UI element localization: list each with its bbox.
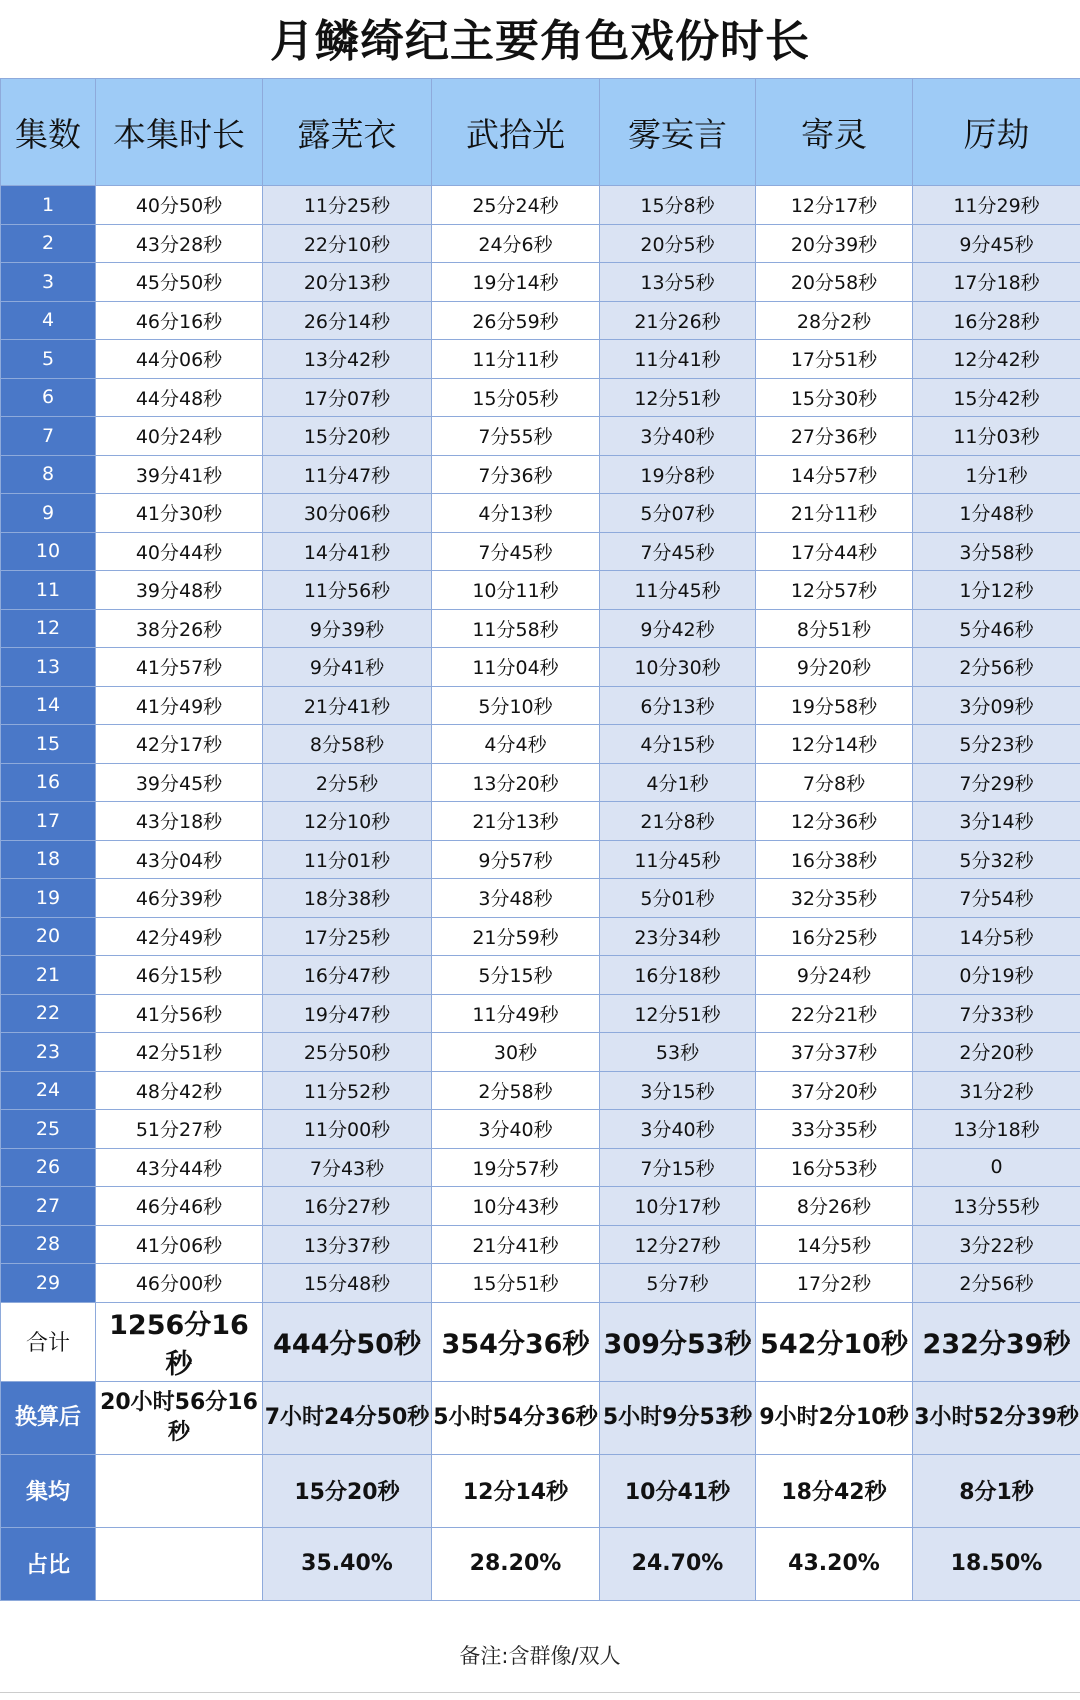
duration-cell: 7分8秒 — [756, 763, 913, 802]
role-screen-time-table — [0, 78, 1080, 1601]
duration-cell: 44分48秒 — [96, 378, 263, 417]
duration-cell: 9分39秒 — [263, 609, 432, 648]
table-row — [1, 186, 1080, 225]
duration-cell: 41分49秒 — [96, 686, 263, 725]
duration-cell: 12分27秒 — [600, 1225, 756, 1264]
duration-cell: 11分47秒 — [263, 455, 432, 494]
table-row — [1, 224, 1080, 263]
episode-number-cell: 1 — [1, 186, 96, 225]
duration-cell: 7分54秒 — [913, 879, 1080, 918]
duration-cell: 37分20秒 — [756, 1071, 913, 1110]
header-row — [1, 79, 1080, 186]
duration-cell: 3分48秒 — [432, 879, 600, 918]
episode-number-cell: 9 — [1, 494, 96, 533]
duration-cell: 19分14秒 — [432, 263, 600, 302]
duration-cell: 37分37秒 — [756, 1033, 913, 1072]
duration-cell: 10分11秒 — [432, 571, 600, 610]
duration-cell: 19分8秒 — [600, 455, 756, 494]
duration-cell: 11分00秒 — [263, 1110, 432, 1149]
table-row — [1, 879, 1080, 918]
converted-row-label: 换算后 — [1, 1381, 96, 1454]
duration-cell: 43分28秒 — [96, 224, 263, 263]
episode-number-cell: 2 — [1, 224, 96, 263]
duration-cell: 17分51秒 — [756, 340, 913, 379]
header-wu-wangyan: 雾妄言 — [600, 79, 756, 186]
duration-cell: 17分25秒 — [263, 917, 432, 956]
duration-cell: 16分18秒 — [600, 956, 756, 995]
duration-cell: 26分14秒 — [263, 301, 432, 340]
duration-cell: 3分09秒 — [913, 686, 1080, 725]
duration-cell: 39分41秒 — [96, 455, 263, 494]
duration-cell: 16分25秒 — [756, 917, 913, 956]
duration-cell: 14分57秒 — [756, 455, 913, 494]
duration-cell: 40分44秒 — [96, 532, 263, 571]
duration-cell: 20分5秒 — [600, 224, 756, 263]
duration-cell: 10分30秒 — [600, 648, 756, 687]
duration-cell: 12分51秒 — [600, 994, 756, 1033]
duration-cell: 19分58秒 — [756, 686, 913, 725]
duration-cell: 9分41秒 — [263, 648, 432, 687]
duration-cell: 0分19秒 — [913, 956, 1080, 995]
ratio-row-value: 18.50% — [913, 1527, 1080, 1600]
table-row — [1, 1071, 1080, 1110]
episode-number-cell: 14 — [1, 686, 96, 725]
duration-cell: 21分59秒 — [432, 917, 600, 956]
divider — [0, 1692, 1080, 1693]
duration-cell: 12分17秒 — [756, 186, 913, 225]
duration-cell: 1分12秒 — [913, 571, 1080, 610]
duration-cell: 25分24秒 — [432, 186, 600, 225]
duration-cell: 2分56秒 — [913, 648, 1080, 687]
duration-cell: 19分57秒 — [432, 1148, 600, 1187]
duration-cell: 41分56秒 — [96, 994, 263, 1033]
duration-cell: 20分13秒 — [263, 263, 432, 302]
duration-cell: 21分41秒 — [432, 1225, 600, 1264]
table-row — [1, 1110, 1080, 1149]
duration-cell: 43分44秒 — [96, 1148, 263, 1187]
duration-cell: 13分55秒 — [913, 1187, 1080, 1226]
duration-cell: 11分45秒 — [600, 571, 756, 610]
table-row — [1, 263, 1080, 302]
ratio-row-value: 24.70% — [600, 1527, 756, 1600]
duration-cell: 32分35秒 — [756, 879, 913, 918]
table-row — [1, 763, 1080, 802]
average-row-value: 8分1秒 — [913, 1454, 1080, 1527]
duration-cell: 13分20秒 — [432, 763, 600, 802]
converted-row-value: 5小时9分53秒 — [600, 1381, 756, 1454]
duration-cell: 8分58秒 — [263, 725, 432, 764]
duration-cell: 4分15秒 — [600, 725, 756, 764]
duration-cell: 9分24秒 — [756, 956, 913, 995]
duration-cell: 14分41秒 — [263, 532, 432, 571]
episode-number-cell: 21 — [1, 956, 96, 995]
episode-number-cell: 16 — [1, 763, 96, 802]
duration-cell: 27分36秒 — [756, 417, 913, 456]
table-row — [1, 417, 1080, 456]
duration-cell: 40分24秒 — [96, 417, 263, 456]
converted-row-value: 20小时56分16秒 — [96, 1381, 263, 1454]
duration-cell: 19分47秒 — [263, 994, 432, 1033]
duration-cell: 15分20秒 — [263, 417, 432, 456]
duration-cell: 3分40秒 — [432, 1110, 600, 1149]
converted-row-value: 7小时24分50秒 — [263, 1381, 432, 1454]
duration-cell: 11分52秒 — [263, 1071, 432, 1110]
duration-cell: 13分18秒 — [913, 1110, 1080, 1149]
episode-number-cell: 22 — [1, 994, 96, 1033]
table-row — [1, 378, 1080, 417]
table-row — [1, 1033, 1080, 1072]
duration-cell: 2分20秒 — [913, 1033, 1080, 1072]
total-row-value: 354分36秒 — [432, 1302, 600, 1381]
duration-cell: 5分10秒 — [432, 686, 600, 725]
duration-cell: 3分15秒 — [600, 1071, 756, 1110]
total-row-value: 232分39秒 — [913, 1302, 1080, 1381]
duration-cell: 21分26秒 — [600, 301, 756, 340]
duration-cell: 12分10秒 — [263, 802, 432, 841]
page-title: 月鳞绮纪主要角色戏份时长 — [270, 16, 810, 67]
episode-number-cell: 10 — [1, 532, 96, 571]
table-row — [1, 648, 1080, 687]
duration-cell: 46分39秒 — [96, 879, 263, 918]
duration-cell: 16分53秒 — [756, 1148, 913, 1187]
duration-cell: 42分17秒 — [96, 725, 263, 764]
duration-cell: 39分45秒 — [96, 763, 263, 802]
duration-cell: 5分15秒 — [432, 956, 600, 995]
average-row-label: 集均 — [1, 1454, 96, 1527]
header-lu-wuyi: 露芜衣 — [263, 79, 432, 186]
duration-cell: 26分59秒 — [432, 301, 600, 340]
duration-cell: 21分41秒 — [263, 686, 432, 725]
duration-cell: 5分32秒 — [913, 840, 1080, 879]
duration-cell: 16分28秒 — [913, 301, 1080, 340]
duration-cell: 22分21秒 — [756, 994, 913, 1033]
total-row — [1, 1302, 1080, 1381]
table-row — [1, 956, 1080, 995]
duration-cell: 42分51秒 — [96, 1033, 263, 1072]
duration-cell: 11分56秒 — [263, 571, 432, 610]
episode-number-cell: 20 — [1, 917, 96, 956]
ratio-row-value: 28.20% — [432, 1527, 600, 1600]
duration-cell: 13分37秒 — [263, 1225, 432, 1264]
duration-cell: 11分04秒 — [432, 648, 600, 687]
duration-cell: 14分5秒 — [756, 1225, 913, 1264]
episode-number-cell: 6 — [1, 378, 96, 417]
table-row — [1, 532, 1080, 571]
duration-cell: 0 — [913, 1148, 1080, 1187]
duration-cell: 15分48秒 — [263, 1264, 432, 1303]
duration-cell: 2分56秒 — [913, 1264, 1080, 1303]
duration-cell: 40分50秒 — [96, 186, 263, 225]
duration-cell: 28分2秒 — [756, 301, 913, 340]
duration-cell: 11分41秒 — [600, 340, 756, 379]
table-row — [1, 494, 1080, 533]
total-row-label: 合计 — [1, 1302, 96, 1381]
header-li-jie: 厉劫 — [913, 79, 1080, 186]
duration-cell: 5分23秒 — [913, 725, 1080, 764]
duration-cell: 12分51秒 — [600, 378, 756, 417]
duration-cell: 1分1秒 — [913, 455, 1080, 494]
episode-number-cell: 12 — [1, 609, 96, 648]
duration-cell: 21分13秒 — [432, 802, 600, 841]
duration-cell: 44分06秒 — [96, 340, 263, 379]
duration-cell: 15分8秒 — [600, 186, 756, 225]
duration-cell: 41分57秒 — [96, 648, 263, 687]
duration-cell: 15分05秒 — [432, 378, 600, 417]
duration-cell: 11分58秒 — [432, 609, 600, 648]
duration-cell: 7分43秒 — [263, 1148, 432, 1187]
episode-number-cell: 18 — [1, 840, 96, 879]
duration-cell: 43分18秒 — [96, 802, 263, 841]
average-row-value: 15分20秒 — [263, 1454, 432, 1527]
duration-cell: 53秒 — [600, 1033, 756, 1072]
duration-cell: 1分48秒 — [913, 494, 1080, 533]
duration-cell: 7分45秒 — [600, 532, 756, 571]
duration-cell: 2分58秒 — [432, 1071, 600, 1110]
duration-cell: 43分04秒 — [96, 840, 263, 879]
duration-cell: 25分50秒 — [263, 1033, 432, 1072]
duration-cell: 3分58秒 — [913, 532, 1080, 571]
duration-cell: 3分22秒 — [913, 1225, 1080, 1264]
episode-number-cell: 11 — [1, 571, 96, 610]
ratio-row-value: 43.20% — [756, 1527, 913, 1600]
duration-cell: 41分06秒 — [96, 1225, 263, 1264]
header-episode-length: 本集时长 — [96, 79, 263, 186]
average-row-value: 18分42秒 — [756, 1454, 913, 1527]
duration-cell: 31分2秒 — [913, 1071, 1080, 1110]
total-row-value: 444分50秒 — [263, 1302, 432, 1381]
ratio-row-value: 35.40% — [263, 1527, 432, 1600]
table-row — [1, 301, 1080, 340]
duration-cell: 11分11秒 — [432, 340, 600, 379]
episode-number-cell: 19 — [1, 879, 96, 918]
duration-cell: 12分57秒 — [756, 571, 913, 610]
average-row-value: 12分14秒 — [432, 1454, 600, 1527]
duration-cell: 22分10秒 — [263, 224, 432, 263]
duration-cell: 13分5秒 — [600, 263, 756, 302]
table-row — [1, 1187, 1080, 1226]
duration-cell: 7分55秒 — [432, 417, 600, 456]
duration-cell: 4分4秒 — [432, 725, 600, 764]
table-row — [1, 1264, 1080, 1303]
table-row — [1, 917, 1080, 956]
duration-cell: 3分40秒 — [600, 417, 756, 456]
duration-cell: 17分2秒 — [756, 1264, 913, 1303]
duration-cell: 16分38秒 — [756, 840, 913, 879]
ratio-row-label: 占比 — [1, 1527, 96, 1600]
duration-cell: 17分18秒 — [913, 263, 1080, 302]
duration-cell: 4分13秒 — [432, 494, 600, 533]
table-row — [1, 340, 1080, 379]
header-wu-shiguang: 武拾光 — [432, 79, 600, 186]
converted-row — [1, 1381, 1080, 1454]
duration-cell: 20分39秒 — [756, 224, 913, 263]
duration-cell: 46分46秒 — [96, 1187, 263, 1226]
duration-cell: 7分45秒 — [432, 532, 600, 571]
duration-cell: 5分46秒 — [913, 609, 1080, 648]
duration-cell: 38分26秒 — [96, 609, 263, 648]
duration-cell: 21分8秒 — [600, 802, 756, 841]
duration-cell: 9分42秒 — [600, 609, 756, 648]
episode-number-cell: 3 — [1, 263, 96, 302]
table-row — [1, 609, 1080, 648]
table-row — [1, 455, 1080, 494]
duration-cell: 21分11秒 — [756, 494, 913, 533]
duration-cell: 30秒 — [432, 1033, 600, 1072]
duration-cell: 3分14秒 — [913, 802, 1080, 841]
table-row — [1, 840, 1080, 879]
duration-cell: 10分43秒 — [432, 1187, 600, 1226]
duration-cell: 24分6秒 — [432, 224, 600, 263]
duration-cell: 7分36秒 — [432, 455, 600, 494]
duration-cell: 16分47秒 — [263, 956, 432, 995]
duration-cell: 8分51秒 — [756, 609, 913, 648]
episode-number-cell: 28 — [1, 1225, 96, 1264]
duration-cell: 11分45秒 — [600, 840, 756, 879]
duration-cell: 10分17秒 — [600, 1187, 756, 1226]
duration-cell: 18分38秒 — [263, 879, 432, 918]
episode-number-cell: 26 — [1, 1148, 96, 1187]
duration-cell: 15分51秒 — [432, 1264, 600, 1303]
duration-cell: 17分44秒 — [756, 532, 913, 571]
ratio-row — [1, 1527, 1080, 1600]
duration-cell: 12分36秒 — [756, 802, 913, 841]
episode-number-cell: 8 — [1, 455, 96, 494]
table-row — [1, 725, 1080, 764]
duration-cell: 7分33秒 — [913, 994, 1080, 1033]
episode-number-cell: 17 — [1, 802, 96, 841]
duration-cell: 46分00秒 — [96, 1264, 263, 1303]
episode-number-cell: 15 — [1, 725, 96, 764]
duration-cell: 15分30秒 — [756, 378, 913, 417]
duration-cell: 46分16秒 — [96, 301, 263, 340]
total-row-value: 542分10秒 — [756, 1302, 913, 1381]
average-row — [1, 1454, 1080, 1527]
duration-cell: 14分5秒 — [913, 917, 1080, 956]
table-row — [1, 802, 1080, 841]
episode-number-cell: 25 — [1, 1110, 96, 1149]
total-row-value: 309分53秒 — [600, 1302, 756, 1381]
episode-number-cell: 13 — [1, 648, 96, 687]
duration-cell: 4分1秒 — [600, 763, 756, 802]
episode-number-cell: 23 — [1, 1033, 96, 1072]
duration-cell: 39分48秒 — [96, 571, 263, 610]
footnote: 备注:含群像/双人 — [459, 1644, 621, 1668]
average-row-value: 10分41秒 — [600, 1454, 756, 1527]
duration-cell: 48分42秒 — [96, 1071, 263, 1110]
episode-number-cell: 24 — [1, 1071, 96, 1110]
duration-cell: 8分26秒 — [756, 1187, 913, 1226]
converted-row-value: 5小时54分36秒 — [432, 1381, 600, 1454]
duration-cell: 9分45秒 — [913, 224, 1080, 263]
table-row — [1, 994, 1080, 1033]
duration-cell: 15分42秒 — [913, 378, 1080, 417]
episode-number-cell: 27 — [1, 1187, 96, 1226]
table-row — [1, 571, 1080, 610]
table-row — [1, 1225, 1080, 1264]
duration-cell: 45分50秒 — [96, 263, 263, 302]
duration-cell: 3分40秒 — [600, 1110, 756, 1149]
duration-cell: 42分49秒 — [96, 917, 263, 956]
duration-cell: 2分5秒 — [263, 763, 432, 802]
duration-cell: 5分01秒 — [600, 879, 756, 918]
duration-cell: 30分06秒 — [263, 494, 432, 533]
duration-cell: 13分42秒 — [263, 340, 432, 379]
duration-cell: 6分13秒 — [600, 686, 756, 725]
episode-number-cell: 29 — [1, 1264, 96, 1303]
duration-cell: 20分58秒 — [756, 263, 913, 302]
episode-number-cell: 5 — [1, 340, 96, 379]
duration-cell: 9分57秒 — [432, 840, 600, 879]
table-row — [1, 1148, 1080, 1187]
duration-cell: 51分27秒 — [96, 1110, 263, 1149]
duration-cell: 11分29秒 — [913, 186, 1080, 225]
duration-cell: 16分27秒 — [263, 1187, 432, 1226]
duration-cell: 33分35秒 — [756, 1110, 913, 1149]
duration-cell: 5分7秒 — [600, 1264, 756, 1303]
duration-cell: 7分15秒 — [600, 1148, 756, 1187]
table-row — [1, 686, 1080, 725]
ratio-row-value — [96, 1527, 263, 1600]
duration-cell: 11分03秒 — [913, 417, 1080, 456]
average-row-value — [96, 1454, 263, 1527]
duration-cell: 12分42秒 — [913, 340, 1080, 379]
header-ji-ling: 寄灵 — [756, 79, 913, 186]
duration-cell: 41分30秒 — [96, 494, 263, 533]
total-row-value: 1256分16秒 — [96, 1302, 263, 1381]
converted-row-value: 9小时2分10秒 — [756, 1381, 913, 1454]
header-episode: 集数 — [1, 79, 96, 186]
converted-row-value: 3小时52分39秒 — [913, 1381, 1080, 1454]
duration-cell: 23分34秒 — [600, 917, 756, 956]
episode-number-cell: 4 — [1, 301, 96, 340]
duration-cell: 7分29秒 — [913, 763, 1080, 802]
duration-cell: 5分07秒 — [600, 494, 756, 533]
duration-cell: 11分25秒 — [263, 186, 432, 225]
duration-cell: 12分14秒 — [756, 725, 913, 764]
duration-cell: 46分15秒 — [96, 956, 263, 995]
episode-number-cell: 7 — [1, 417, 96, 456]
duration-cell: 17分07秒 — [263, 378, 432, 417]
duration-cell: 9分20秒 — [756, 648, 913, 687]
duration-cell: 11分49秒 — [432, 994, 600, 1033]
duration-cell: 11分01秒 — [263, 840, 432, 879]
